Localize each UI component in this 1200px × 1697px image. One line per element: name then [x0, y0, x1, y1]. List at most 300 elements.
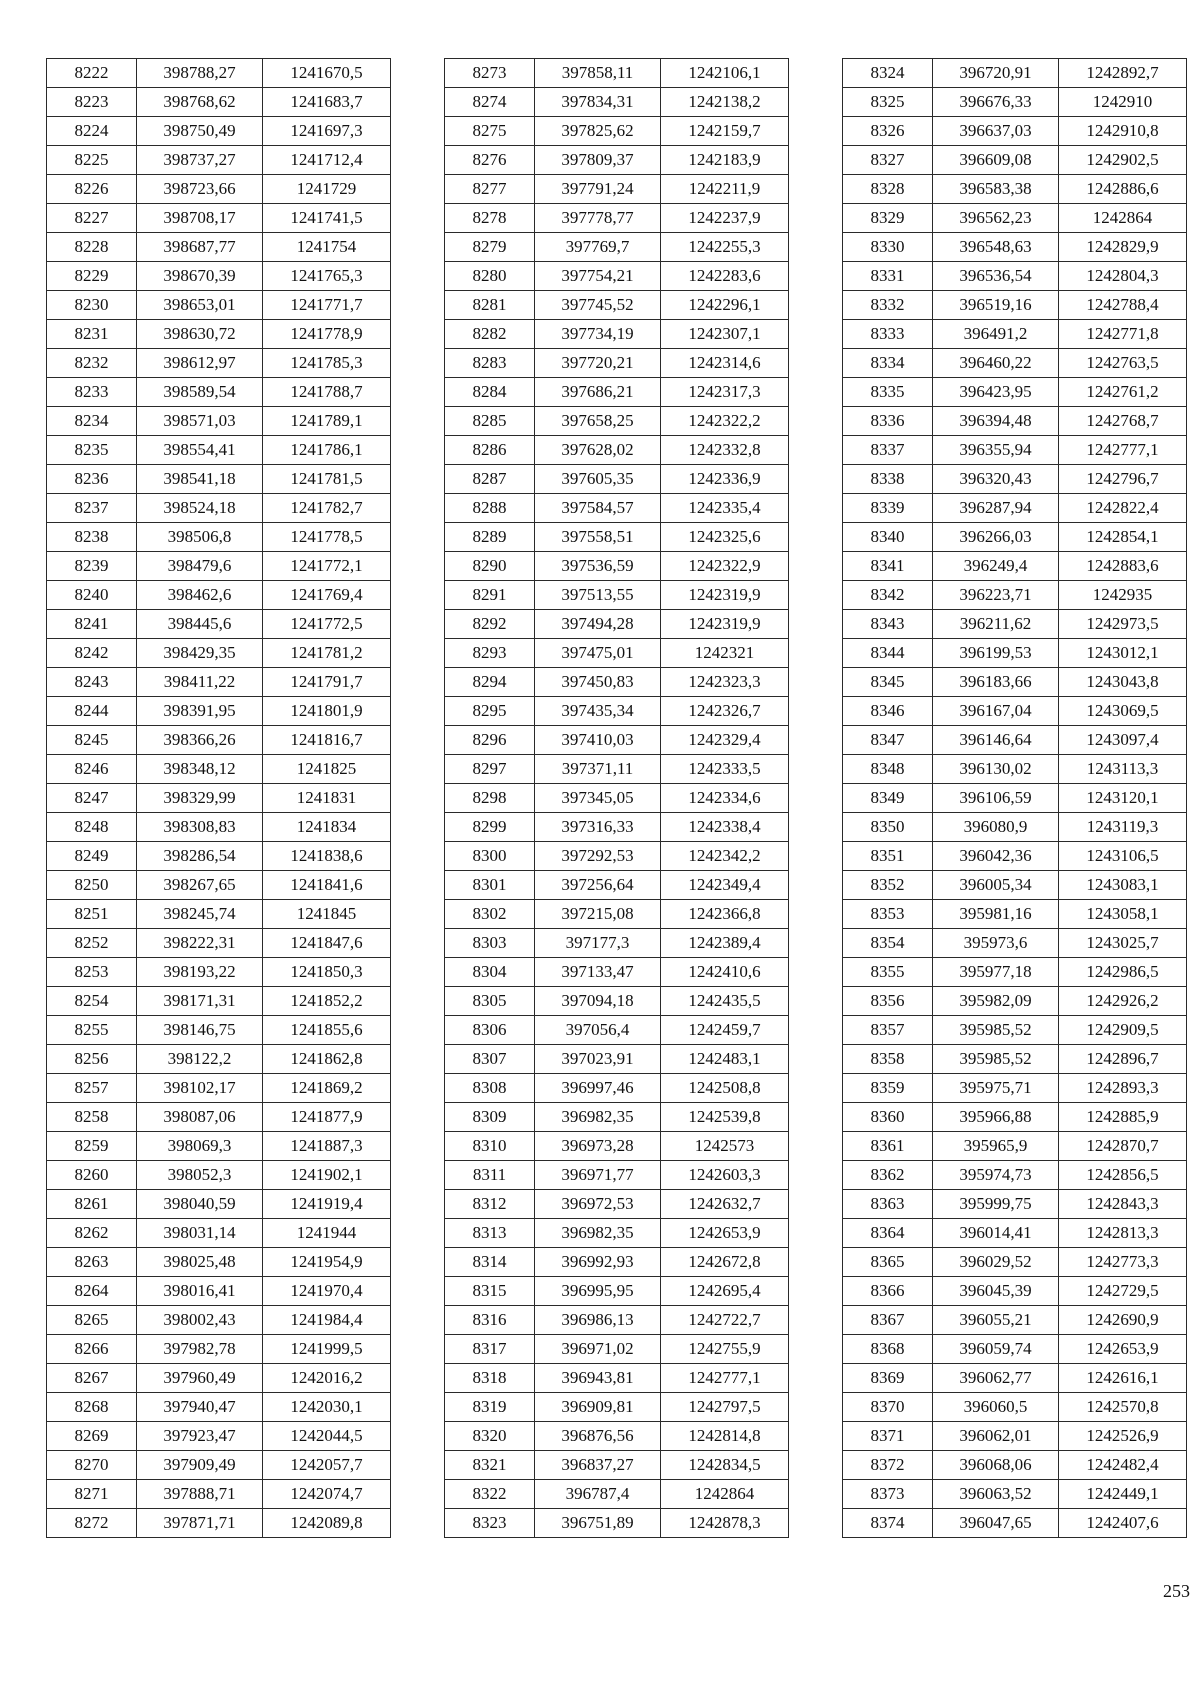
x-coordinate-cell: 395982,09 [933, 987, 1059, 1016]
point-number-cell: 8232 [47, 349, 137, 378]
table-row [843, 668, 1187, 697]
y-coordinate-cell: 1242690,9 [1059, 1306, 1187, 1335]
table-row [47, 291, 391, 320]
x-coordinate-cell: 395973,6 [933, 929, 1059, 958]
y-coordinate-cell: 1242814,8 [661, 1422, 789, 1451]
point-number-cell: 8320 [445, 1422, 535, 1451]
point-number-cell: 8276 [445, 146, 535, 175]
x-coordinate-cell: 397371,11 [535, 755, 661, 784]
table-row [47, 581, 391, 610]
point-number-cell: 8301 [445, 871, 535, 900]
y-coordinate-cell: 1242057,7 [263, 1451, 391, 1480]
point-number-cell: 8343 [843, 610, 933, 639]
y-coordinate-cell: 1242573 [661, 1132, 789, 1161]
point-number-cell: 8296 [445, 726, 535, 755]
point-number-cell: 8274 [445, 88, 535, 117]
y-coordinate-cell: 1242159,7 [661, 117, 789, 146]
x-coordinate-cell: 396460,22 [933, 349, 1059, 378]
y-coordinate-cell: 1242893,3 [1059, 1074, 1187, 1103]
y-coordinate-cell: 1242864 [661, 1480, 789, 1509]
x-coordinate-cell: 398429,35 [137, 639, 263, 668]
table-row [47, 436, 391, 465]
y-coordinate-cell: 1242089,8 [263, 1509, 391, 1538]
point-number-cell: 8360 [843, 1103, 933, 1132]
x-coordinate-cell: 396055,21 [933, 1306, 1059, 1335]
table-row [445, 1277, 789, 1306]
point-number-cell: 8256 [47, 1045, 137, 1074]
y-coordinate-cell: 1242804,3 [1059, 262, 1187, 291]
table-row [47, 610, 391, 639]
table-row [843, 784, 1187, 813]
x-coordinate-cell: 398025,48 [137, 1248, 263, 1277]
y-coordinate-cell: 1241785,3 [263, 349, 391, 378]
y-coordinate-cell: 1243106,5 [1059, 842, 1187, 871]
point-number-cell: 8239 [47, 552, 137, 581]
point-number-cell: 8231 [47, 320, 137, 349]
y-coordinate-cell: 1242909,5 [1059, 1016, 1187, 1045]
x-coordinate-cell: 396183,66 [933, 668, 1059, 697]
y-coordinate-cell: 1242910 [1059, 88, 1187, 117]
table-row [843, 1132, 1187, 1161]
table-row [843, 552, 1187, 581]
x-coordinate-cell: 397923,47 [137, 1422, 263, 1451]
coordinates-table-1 [46, 58, 391, 1538]
point-number-cell: 8273 [445, 59, 535, 88]
table-row [445, 262, 789, 291]
point-number-cell: 8302 [445, 900, 535, 929]
y-coordinate-cell: 1242761,2 [1059, 378, 1187, 407]
y-coordinate-cell: 1241841,6 [263, 871, 391, 900]
x-coordinate-cell: 396676,33 [933, 88, 1059, 117]
point-number-cell: 8322 [445, 1480, 535, 1509]
point-number-cell: 8287 [445, 465, 535, 494]
table-row [47, 1132, 391, 1161]
point-number-cell: 8226 [47, 175, 137, 204]
y-coordinate-cell: 1242653,9 [661, 1219, 789, 1248]
table-row [47, 1480, 391, 1509]
point-number-cell: 8267 [47, 1364, 137, 1393]
table-row [843, 465, 1187, 494]
table-row [843, 378, 1187, 407]
point-number-cell: 8368 [843, 1335, 933, 1364]
x-coordinate-cell: 396005,34 [933, 871, 1059, 900]
y-coordinate-cell: 1242768,7 [1059, 407, 1187, 436]
table-row [47, 1393, 391, 1422]
point-number-cell: 8224 [47, 117, 137, 146]
point-number-cell: 8241 [47, 610, 137, 639]
point-number-cell: 8351 [843, 842, 933, 871]
x-coordinate-cell: 397215,08 [535, 900, 661, 929]
point-number-cell: 8263 [47, 1248, 137, 1277]
table-row [47, 465, 391, 494]
table-row [47, 552, 391, 581]
y-coordinate-cell: 1242926,2 [1059, 987, 1187, 1016]
y-coordinate-cell: 1241782,7 [263, 494, 391, 523]
x-coordinate-cell: 397871,71 [137, 1509, 263, 1538]
x-coordinate-cell: 396106,59 [933, 784, 1059, 813]
y-coordinate-cell: 1242935 [1059, 581, 1187, 610]
point-number-cell: 8307 [445, 1045, 535, 1074]
y-coordinate-cell: 1242334,6 [661, 784, 789, 813]
point-number-cell: 8229 [47, 262, 137, 291]
y-coordinate-cell: 1242410,6 [661, 958, 789, 987]
point-number-cell: 8317 [445, 1335, 535, 1364]
y-coordinate-cell: 1242183,9 [661, 146, 789, 175]
point-number-cell: 8306 [445, 1016, 535, 1045]
point-number-cell: 8304 [445, 958, 535, 987]
table-row [47, 1248, 391, 1277]
x-coordinate-cell: 396266,03 [933, 523, 1059, 552]
y-coordinate-cell: 1242323,3 [661, 668, 789, 697]
point-number-cell: 8334 [843, 349, 933, 378]
table-row [843, 726, 1187, 755]
table-row [47, 1335, 391, 1364]
y-coordinate-cell: 1242883,6 [1059, 552, 1187, 581]
x-coordinate-cell: 396973,28 [535, 1132, 661, 1161]
point-number-cell: 8289 [445, 523, 535, 552]
table-row [445, 146, 789, 175]
y-coordinate-cell: 1242237,9 [661, 204, 789, 233]
y-coordinate-cell: 1242325,6 [661, 523, 789, 552]
x-coordinate-cell: 396997,46 [535, 1074, 661, 1103]
y-coordinate-cell: 1241902,1 [263, 1161, 391, 1190]
y-coordinate-cell: 1242695,4 [661, 1277, 789, 1306]
y-coordinate-cell: 1241801,9 [263, 697, 391, 726]
table-row [445, 320, 789, 349]
table-row [47, 117, 391, 146]
x-coordinate-cell: 398554,41 [137, 436, 263, 465]
point-number-cell: 8230 [47, 291, 137, 320]
y-coordinate-cell: 1242653,9 [1059, 1335, 1187, 1364]
table-row [445, 117, 789, 146]
x-coordinate-cell: 397584,57 [535, 494, 661, 523]
table-row [445, 958, 789, 987]
y-coordinate-cell: 1241850,3 [263, 958, 391, 987]
table-row [445, 813, 789, 842]
point-number-cell: 8324 [843, 59, 933, 88]
y-coordinate-cell: 1242296,1 [661, 291, 789, 320]
table-row [47, 407, 391, 436]
y-coordinate-cell: 1242788,4 [1059, 291, 1187, 320]
table-row [445, 639, 789, 668]
y-coordinate-cell: 1242813,3 [1059, 1219, 1187, 1248]
point-number-cell: 8318 [445, 1364, 535, 1393]
point-number-cell: 8356 [843, 987, 933, 1016]
x-coordinate-cell: 395965,9 [933, 1132, 1059, 1161]
point-number-cell: 8284 [445, 378, 535, 407]
y-coordinate-cell: 1241771,7 [263, 291, 391, 320]
x-coordinate-cell: 397435,34 [535, 697, 661, 726]
table-row [843, 523, 1187, 552]
table-row [445, 784, 789, 813]
y-coordinate-cell: 1242777,1 [661, 1364, 789, 1393]
x-coordinate-cell: 396548,63 [933, 233, 1059, 262]
point-number-cell: 8358 [843, 1045, 933, 1074]
table-row [445, 1451, 789, 1480]
y-coordinate-cell: 1242044,5 [263, 1422, 391, 1451]
point-number-cell: 8222 [47, 59, 137, 88]
y-coordinate-cell: 1241778,9 [263, 320, 391, 349]
table-row [843, 1509, 1187, 1538]
x-coordinate-cell: 396971,77 [535, 1161, 661, 1190]
point-number-cell: 8250 [47, 871, 137, 900]
x-coordinate-cell: 398031,14 [137, 1219, 263, 1248]
x-coordinate-cell: 398589,54 [137, 378, 263, 407]
x-coordinate-cell: 396355,94 [933, 436, 1059, 465]
point-number-cell: 8297 [445, 755, 535, 784]
y-coordinate-cell: 1242777,1 [1059, 436, 1187, 465]
table-row [843, 1277, 1187, 1306]
y-coordinate-cell: 1242326,7 [661, 697, 789, 726]
point-number-cell: 8288 [445, 494, 535, 523]
y-coordinate-cell: 1241781,5 [263, 465, 391, 494]
point-number-cell: 8325 [843, 88, 933, 117]
y-coordinate-cell: 1241754 [263, 233, 391, 262]
table-row [445, 1161, 789, 1190]
y-coordinate-cell: 1242449,1 [1059, 1480, 1187, 1509]
point-number-cell: 8299 [445, 813, 535, 842]
x-coordinate-cell: 398571,03 [137, 407, 263, 436]
table-row [47, 1364, 391, 1393]
y-coordinate-cell: 1241852,2 [263, 987, 391, 1016]
y-coordinate-cell: 1242329,4 [661, 726, 789, 755]
table-row [445, 1219, 789, 1248]
point-number-cell: 8361 [843, 1132, 933, 1161]
x-coordinate-cell: 398687,77 [137, 233, 263, 262]
table-row [843, 697, 1187, 726]
y-coordinate-cell: 1242797,5 [661, 1393, 789, 1422]
x-coordinate-cell: 396249,4 [933, 552, 1059, 581]
x-coordinate-cell: 397628,02 [535, 436, 661, 465]
table-row [47, 813, 391, 842]
table-row [843, 1016, 1187, 1045]
point-number-cell: 8372 [843, 1451, 933, 1480]
point-number-cell: 8242 [47, 639, 137, 668]
point-number-cell: 8314 [445, 1248, 535, 1277]
table-row [445, 233, 789, 262]
point-number-cell: 8280 [445, 262, 535, 291]
y-coordinate-cell: 1242973,5 [1059, 610, 1187, 639]
table-row [843, 1045, 1187, 1074]
x-coordinate-cell: 397133,47 [535, 958, 661, 987]
coordinates-table-body [445, 59, 789, 1538]
table-row [47, 1306, 391, 1335]
point-number-cell: 8238 [47, 523, 137, 552]
x-coordinate-cell: 397909,49 [137, 1451, 263, 1480]
point-number-cell: 8308 [445, 1074, 535, 1103]
y-coordinate-cell: 1242864 [1059, 204, 1187, 233]
point-number-cell: 8346 [843, 697, 933, 726]
point-number-cell: 8345 [843, 668, 933, 697]
point-number-cell: 8303 [445, 929, 535, 958]
point-number-cell: 8339 [843, 494, 933, 523]
point-number-cell: 8275 [445, 117, 535, 146]
x-coordinate-cell: 395999,75 [933, 1190, 1059, 1219]
point-number-cell: 8269 [47, 1422, 137, 1451]
point-number-cell: 8235 [47, 436, 137, 465]
x-coordinate-cell: 397475,01 [535, 639, 661, 668]
x-coordinate-cell: 396720,91 [933, 59, 1059, 88]
x-coordinate-cell: 396787,4 [535, 1480, 661, 1509]
y-coordinate-cell: 1242870,7 [1059, 1132, 1187, 1161]
table-row [843, 987, 1187, 1016]
x-coordinate-cell: 395966,88 [933, 1103, 1059, 1132]
y-coordinate-cell: 1241788,7 [263, 378, 391, 407]
table-row [445, 1074, 789, 1103]
y-coordinate-cell: 1241789,1 [263, 407, 391, 436]
x-coordinate-cell: 396199,53 [933, 639, 1059, 668]
x-coordinate-cell: 396837,27 [535, 1451, 661, 1480]
x-coordinate-cell: 398348,12 [137, 755, 263, 784]
point-number-cell: 8298 [445, 784, 535, 813]
x-coordinate-cell: 397345,05 [535, 784, 661, 813]
y-coordinate-cell: 1241919,4 [263, 1190, 391, 1219]
table-row [47, 262, 391, 291]
table-row [843, 1161, 1187, 1190]
point-number-cell: 8272 [47, 1509, 137, 1538]
point-number-cell: 8336 [843, 407, 933, 436]
y-coordinate-cell: 1242338,4 [661, 813, 789, 842]
table-row [843, 871, 1187, 900]
y-coordinate-cell: 1241877,9 [263, 1103, 391, 1132]
table-row [445, 697, 789, 726]
table-row [445, 610, 789, 639]
y-coordinate-cell: 1242773,3 [1059, 1248, 1187, 1277]
y-coordinate-cell: 1241697,3 [263, 117, 391, 146]
point-number-cell: 8362 [843, 1161, 933, 1190]
point-number-cell: 8340 [843, 523, 933, 552]
point-number-cell: 8271 [47, 1480, 137, 1509]
point-number-cell: 8363 [843, 1190, 933, 1219]
point-number-cell: 8331 [843, 262, 933, 291]
table-row [47, 668, 391, 697]
point-number-cell: 8311 [445, 1161, 535, 1190]
x-coordinate-cell: 398222,31 [137, 929, 263, 958]
x-coordinate-cell: 397982,78 [137, 1335, 263, 1364]
y-coordinate-cell: 1242322,2 [661, 407, 789, 436]
point-number-cell: 8282 [445, 320, 535, 349]
x-coordinate-cell: 396080,9 [933, 813, 1059, 842]
x-coordinate-cell: 397023,91 [535, 1045, 661, 1074]
table-row [47, 784, 391, 813]
x-coordinate-cell: 396609,08 [933, 146, 1059, 175]
y-coordinate-cell: 1241781,2 [263, 639, 391, 668]
x-coordinate-cell: 396063,52 [933, 1480, 1059, 1509]
x-coordinate-cell: 397834,31 [535, 88, 661, 117]
y-coordinate-cell: 1242321 [661, 639, 789, 668]
table-row [843, 233, 1187, 262]
x-coordinate-cell: 397056,4 [535, 1016, 661, 1045]
table-row [843, 610, 1187, 639]
table-row [47, 1277, 391, 1306]
y-coordinate-cell: 1242771,8 [1059, 320, 1187, 349]
point-number-cell: 8337 [843, 436, 933, 465]
y-coordinate-cell: 1241778,5 [263, 523, 391, 552]
y-coordinate-cell: 1242332,8 [661, 436, 789, 465]
point-number-cell: 8348 [843, 755, 933, 784]
x-coordinate-cell: 395977,18 [933, 958, 1059, 987]
table-row [445, 842, 789, 871]
x-coordinate-cell: 396045,39 [933, 1277, 1059, 1306]
table-row [47, 639, 391, 668]
table-row [843, 755, 1187, 784]
point-number-cell: 8323 [445, 1509, 535, 1538]
point-number-cell: 8291 [445, 581, 535, 610]
y-coordinate-cell: 1242335,4 [661, 494, 789, 523]
point-number-cell: 8279 [445, 233, 535, 262]
y-coordinate-cell: 1241791,7 [263, 668, 391, 697]
point-number-cell: 8365 [843, 1248, 933, 1277]
table-row [843, 639, 1187, 668]
x-coordinate-cell: 396751,89 [535, 1509, 661, 1538]
table-row [47, 900, 391, 929]
y-coordinate-cell: 1241765,3 [263, 262, 391, 291]
x-coordinate-cell: 397292,53 [535, 842, 661, 871]
y-coordinate-cell: 1242333,5 [661, 755, 789, 784]
x-coordinate-cell: 396637,03 [933, 117, 1059, 146]
y-coordinate-cell: 1242074,7 [263, 1480, 391, 1509]
table-row [47, 320, 391, 349]
y-coordinate-cell: 1243058,1 [1059, 900, 1187, 929]
y-coordinate-cell: 1242603,3 [661, 1161, 789, 1190]
x-coordinate-cell: 396167,04 [933, 697, 1059, 726]
table-row [843, 59, 1187, 88]
point-number-cell: 8338 [843, 465, 933, 494]
x-coordinate-cell: 397720,21 [535, 349, 661, 378]
table-row [445, 1335, 789, 1364]
x-coordinate-cell: 397410,03 [535, 726, 661, 755]
table-row [445, 871, 789, 900]
table-row [445, 1422, 789, 1451]
x-coordinate-cell: 395974,73 [933, 1161, 1059, 1190]
x-coordinate-cell: 398329,99 [137, 784, 263, 813]
y-coordinate-cell: 1242834,5 [661, 1451, 789, 1480]
table-row [47, 929, 391, 958]
x-coordinate-cell: 398445,6 [137, 610, 263, 639]
y-coordinate-cell: 1242902,5 [1059, 146, 1187, 175]
x-coordinate-cell: 398670,39 [137, 262, 263, 291]
point-number-cell: 8248 [47, 813, 137, 842]
y-coordinate-cell: 1243097,4 [1059, 726, 1187, 755]
table-row [47, 1103, 391, 1132]
x-coordinate-cell: 396211,62 [933, 610, 1059, 639]
y-coordinate-cell: 1241816,7 [263, 726, 391, 755]
point-number-cell: 8252 [47, 929, 137, 958]
x-coordinate-cell: 398366,26 [137, 726, 263, 755]
point-number-cell: 8328 [843, 175, 933, 204]
x-coordinate-cell: 397745,52 [535, 291, 661, 320]
x-coordinate-cell: 397778,77 [535, 204, 661, 233]
table-row [47, 726, 391, 755]
y-coordinate-cell: 1242672,8 [661, 1248, 789, 1277]
point-number-cell: 8277 [445, 175, 535, 204]
x-coordinate-cell: 397809,37 [535, 146, 661, 175]
x-coordinate-cell: 397940,47 [137, 1393, 263, 1422]
y-coordinate-cell: 1242796,7 [1059, 465, 1187, 494]
point-number-cell: 8294 [445, 668, 535, 697]
point-number-cell: 8321 [445, 1451, 535, 1480]
x-coordinate-cell: 396536,54 [933, 262, 1059, 291]
point-number-cell: 8300 [445, 842, 535, 871]
point-number-cell: 8254 [47, 987, 137, 1016]
y-coordinate-cell: 1241869,2 [263, 1074, 391, 1103]
table-row [47, 175, 391, 204]
point-number-cell: 8255 [47, 1016, 137, 1045]
x-coordinate-cell: 396995,95 [535, 1277, 661, 1306]
point-number-cell: 8285 [445, 407, 535, 436]
table-row [445, 436, 789, 465]
y-coordinate-cell: 1241999,5 [263, 1335, 391, 1364]
